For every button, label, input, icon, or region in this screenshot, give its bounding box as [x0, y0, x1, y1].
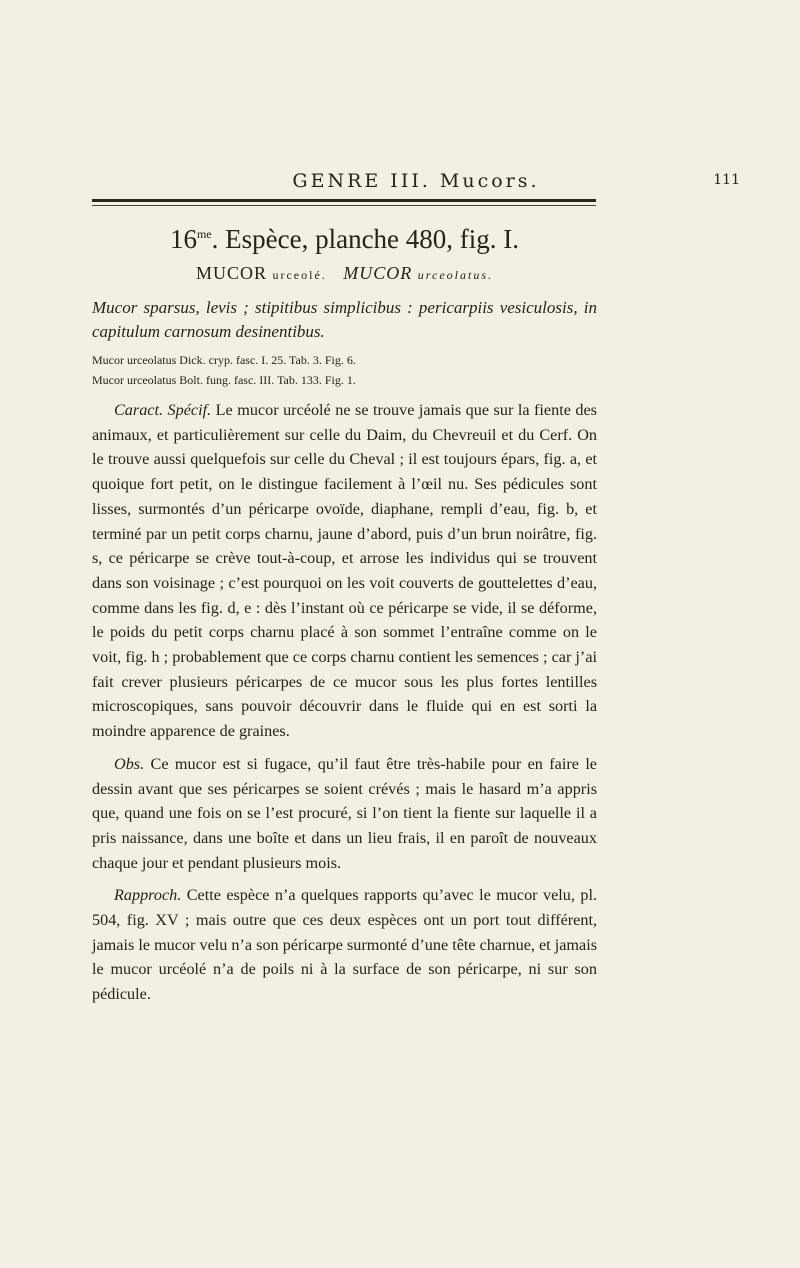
page-number: 111	[713, 172, 740, 188]
paragraph-lead: Obs.	[114, 754, 145, 773]
species-number-suffix: me	[196, 227, 212, 241]
latin-genus: MUCOR	[343, 263, 413, 283]
paragraph-text: Le mucor urcéolé ne se trouve jamais que sur la fiente des animaux, et particulièrement sur celle du Daim, du Chevreuil et du Cerf. On le trouve aussi quelquefois sur celle du Cheval ; il est toujours épars, fig. a, et quoique fort petit, on le distingue facilement à l’œil nu. Ses pédicules sont lisses, surmontés d’un péricarpe ovoïde, diaphane, rempli d’eau, fig. b, et terminé par un petit corps charnu, jaune d’abord, puis d’un brun noirâtre, fig. s, ce péricarpe se crève tout-à-coup, et arrose les individus qui se trouvent dans son voisinage ; c’est pourquoi on les voit couverts de gouttelettes d’eau, comme dans les fig. d, e : dès l’instant où ce péricarpe se vide, il se déforme, le poids du petit corps charnu placé à son sommet l’entraîne comme on le voit, fig. h ; probablement que ce corps charnu contient les semences ; car j’ai fait crever plusieurs péricarpes de ce mucor sous les plus fortes lentilles microscopiques, sans pouvoir découvrir dans le fluide qui en est sorti la moindre apparence de graines.	[92, 401, 597, 741]
running-title: GENRE III. Mucors.	[292, 170, 540, 192]
paragraph-characters	[92, 398, 597, 744]
header-rule-thin	[92, 205, 596, 206]
paragraph-observations	[92, 752, 597, 876]
paragraph-text: Cette espèce n’a quelques rapports qu’avec le mucor velu, pl. 504, fig. XV ; mais outre que ces deux espèces ont un port tout différent, jamais le mucor velu n’a son péricarpe surmonté d’une tête charnue, et jamais le mucor urcéolé n’a de poils ni à la surface de son péricarpe, ni sur son pédicule.	[92, 886, 597, 1004]
species-name-line	[92, 263, 597, 284]
synonym-line: Mucor urceolatus Bolt. fung. fasc. III. Tab. 133. Fig. 1.	[92, 373, 356, 387]
french-epithet: urceolé.	[272, 268, 327, 282]
species-number: 16	[169, 224, 197, 254]
paragraph-lead: Caract. Spécif.	[114, 401, 212, 419]
text-block	[92, 218, 597, 1007]
paragraph-lead: Rapproch.	[114, 886, 182, 905]
latin-diagnosis: Mucor sparsus, levis ; stipitibus simplicibus : pericarpiis vesiculosis, in capitulum carnosum desinentibus.	[92, 298, 597, 341]
paragraph-comparison	[92, 883, 597, 1007]
french-genus: MUCOR	[195, 263, 267, 283]
paragraph-text: Ce mucor est si fugace, qu’il faut être très-habile pour en faire le dessin avant que ses péricarpes se soient crévés ; mais le hasard m’a appris que, quand une fois on se l’est procuré, si l’on tient la fiente sur laquelle il a pris naissance, dans une boîte et dans un lieu frais, il en paroît de nouveaux chaque jour et pendant plusieurs mois.	[92, 754, 597, 872]
species-heading	[92, 224, 597, 255]
species-heading-rest: . Espèce, planche 480, fig. I.	[211, 224, 520, 254]
header-rule-thick	[92, 199, 596, 202]
running-head	[96, 170, 740, 194]
latin-epithet: urceolatus.	[417, 268, 494, 282]
synonym-line: Mucor urceolatus Dick. cryp. fasc. I. 25. Tab. 3. Fig. 6.	[92, 353, 356, 367]
